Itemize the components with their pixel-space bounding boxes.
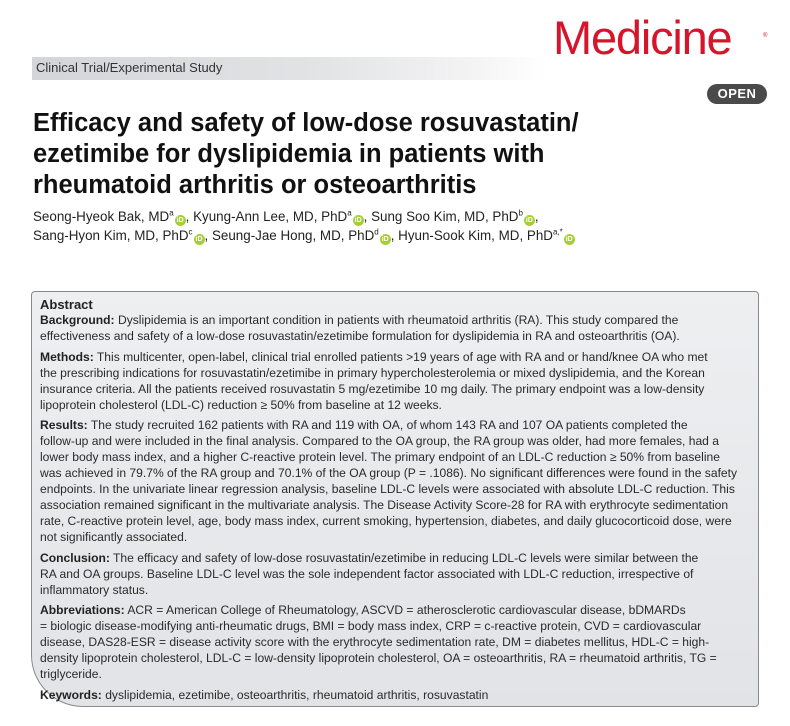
para-line: = biologic disease-modifying anti-rheumatic drugs, BMI = body mass index, CRP = c-reactive protein, CVD = cardiovascular (40, 619, 702, 634)
orcid-icon[interactable]: iD (176, 217, 184, 224)
author[interactable]: Kyung-Ann Lee, MD, PhD$^a$iD (193, 208, 362, 224)
author-list (33, 207, 773, 245)
para-line: Conclusion: The efficacy and safety of low-dose rosuvastatin/ezetimibe in reducing LDL-C levels were similar between the (40, 550, 699, 565)
registered-mark: ® (763, 33, 768, 39)
para-line: endpoints. In the univariate linear regression analysis, baseline LDL-C levels were associated with absolute LDL-C reduction. This (40, 482, 735, 497)
para-line: lipoprotein cholesterol (LDL-C) reduction ≥ 50% from baseline at 12 weeks. (40, 397, 442, 412)
author[interactable]: Seong-Hyeok Bak, $MD^aiD$ (33, 208, 184, 224)
affiliation-sup: b (518, 208, 523, 218)
orcid-icon[interactable]: iD (525, 217, 533, 224)
abstract-background (40, 313, 750, 345)
open-access-badge: OPEN (707, 84, 767, 104)
para-line: Abbreviations: ACR = American College of Rheumatology, ASCVD = atherosclerotic cardiovascular disease, bDMARDs (40, 603, 686, 618)
title-line: rheumatoid arthritis or osteoarthritis (33, 171, 477, 199)
section-label: Background: (40, 313, 115, 327)
para-line: Results: The study recruited 162 patients with RA and 119 with OA, of whom 143 RA and 107 OA patients completed the (40, 418, 688, 433)
para-line: not significantly associated. (40, 529, 188, 544)
para-line: rate, C-reactive protein level, age, body mass index, current smoking, hypertension, diabetes, and daily glucocorticoid dose, were (40, 513, 732, 528)
para-line: Keywords: dyslipidemia, ezetimibe, osteoarthritis, rheumatoid arthritis, rosuvastatin (40, 687, 489, 702)
affiliation-sup: a,* (552, 227, 563, 237)
section-label: Results: (40, 418, 88, 433)
para-line: effectiveness and safety of a low-dose rosuvastatin/ezetimibe formulation for dyslipidemia in RA and osteoarthritis (OA). (40, 328, 680, 343)
affiliation-sup: a (169, 208, 174, 218)
para-line: inflammatory status. (40, 582, 149, 597)
abstract-conclusion (40, 551, 750, 599)
para-line: insurance criteria. All the patients received rosuvastatin 5 mg/ezetimibe 10 mg daily. The primary endpoint was a low-density (40, 381, 705, 396)
author[interactable]: Seung-Jae Hong, MD, PhD$^d$iD (211, 227, 389, 243)
affiliation-sup: c (188, 227, 193, 237)
orcid-icon[interactable]: iD (565, 236, 573, 243)
para-line: Methods: This multicenter, open-label, clinical trial enrolled patients >19 years of age with RA and or hand/knee OA who met (40, 349, 708, 364)
section-label: Keywords: (40, 687, 102, 702)
section-label: Conclusion: (40, 550, 110, 565)
journal-logo: Medicine (553, 11, 732, 64)
para-line: was achieved in 79.7% of the RA group and 70.1% of the OA group (P = .1086). No significant differences were found in the safety (40, 466, 738, 481)
para-line: triglyceride. (40, 667, 102, 682)
title-line: ezetimibe for dyslipidemia in patients with (33, 140, 545, 168)
abstract-results (40, 418, 750, 545)
article-title (33, 108, 693, 201)
abstract-keywords (40, 688, 750, 704)
para-line: association remained significant in the multivariate analysis. The Disease Activity Score-28 for RA with erythrocyte sedimentation (40, 497, 729, 512)
author-line: Seong-Hyeok Bak, $MD^aiD$ , Kyung-Ann Lee, MD, PhD$^a$iD , Sung Soo Kim, MD, PhD$^b$iD , (33, 208, 539, 224)
para-line: RA and OA groups. Baseline LDL-C level was the sole independent factor associated with LDL-C reduction, irrespective of (40, 566, 694, 581)
abstract-heading: Abstract (40, 297, 93, 312)
author[interactable]: Sung Soo Kim, MD, PhD$^b$iD (371, 208, 533, 224)
abstract-box (31, 291, 759, 707)
orcid-icon[interactable]: iD (354, 217, 362, 224)
section-label: Methods: (40, 349, 94, 364)
author-line: Sang-Hyon Kim, MD, PhD$^c$iD , Seung-Jae Hong, MD, PhD$^d$iD , Hyun-Sook Kim, MD, PhD$^{a,*}$iD (33, 227, 573, 243)
title-line: Efficacy and safety of low-dose rosuvastatin/ (33, 109, 579, 137)
author[interactable]: Hyun-Sook Kim, MD, PhD$^{a,*}$iD (398, 227, 573, 243)
orcid-icon[interactable]: iD (381, 236, 389, 243)
affiliation-sup: a (347, 208, 352, 218)
abstract-methods (40, 350, 750, 414)
para-line: density lipoprotein cholesterol, LDL-C = low-density lipoprotein cholesterol, OA = osteoarthritis, RA = rheumatoid arthritis, TG = (40, 651, 717, 666)
para-line: the prescribing indications for rosuvastatin/ezetimibe in primary hypercholesterolemia or mixed dyslipidemia, and the Korean (40, 365, 705, 380)
orcid-icon[interactable]: iD (195, 236, 203, 243)
author[interactable]: Sang-Hyon Kim, MD, PhD$^c$iD (33, 227, 203, 243)
affiliation-sup: d (374, 227, 379, 237)
para-line: disease, DAS28-ESR = disease activity score with the erythrocyte sedimentation rate, DM = diabetes mellitus, HDL-C = high- (40, 635, 710, 650)
abstract-abbreviations (40, 603, 750, 683)
article-section-label: Clinical Trial/Experimental Study (36, 60, 223, 75)
section-label: Abbreviations: (40, 603, 125, 618)
para-line: follow-up and were included in the final analysis. Compared to the OA group, the RA group was older, had more females, had a (40, 434, 719, 449)
para-line: Background: Dyslipidemia is an important condition in patients with rheumatoid arthritis (RA). This study compared the (40, 313, 679, 327)
para-line: lower body mass index, and a higher C-reactive protein level. The primary endpoint of an LDL-C reduction ≥ 50% from baseline (40, 450, 720, 465)
